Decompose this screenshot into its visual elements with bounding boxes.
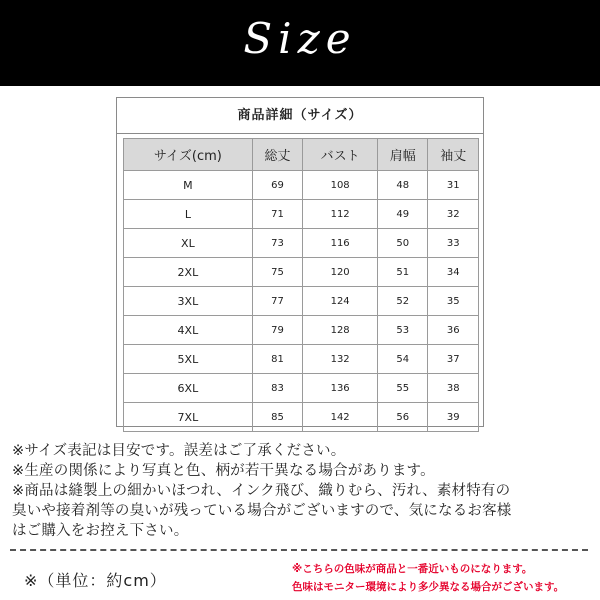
cell-length: 81 <box>252 345 302 374</box>
cell-length: 73 <box>252 229 302 258</box>
notes-block <box>12 441 592 541</box>
cell-size: 7XL <box>124 403 253 432</box>
cell-size: 5XL <box>124 345 253 374</box>
cell-shoulder: 49 <box>378 200 428 229</box>
cell-size: 3XL <box>124 287 253 316</box>
cell-shoulder: 55 <box>378 374 428 403</box>
size-table <box>123 138 479 432</box>
cell-bust: 136 <box>303 374 378 403</box>
cell-bust: 112 <box>303 200 378 229</box>
cell-length: 71 <box>252 200 302 229</box>
cell-shoulder: 48 <box>378 171 428 200</box>
cell-sleeve: 32 <box>428 200 479 229</box>
header-shoulder: 肩幅 <box>378 139 428 171</box>
table-row <box>124 200 479 229</box>
cell-shoulder: 51 <box>378 258 428 287</box>
note-line: 臭いや接着剤等の臭いが残っている場合がございますので、気になるお客様 <box>12 503 512 519</box>
cell-sleeve: 37 <box>428 345 479 374</box>
cell-shoulder: 50 <box>378 229 428 258</box>
cell-shoulder: 52 <box>378 287 428 316</box>
cell-shoulder: 54 <box>378 345 428 374</box>
cell-size: M <box>124 171 253 200</box>
cell-size: 4XL <box>124 316 253 345</box>
cell-length: 69 <box>252 171 302 200</box>
cell-sleeve: 38 <box>428 374 479 403</box>
table-row <box>124 171 479 200</box>
cell-bust: 120 <box>303 258 378 287</box>
cell-bust: 132 <box>303 345 378 374</box>
table-row <box>124 258 479 287</box>
cell-sleeve: 36 <box>428 316 479 345</box>
cell-length: 75 <box>252 258 302 287</box>
cell-shoulder: 53 <box>378 316 428 345</box>
cell-shoulder: 56 <box>378 403 428 432</box>
table-row <box>124 316 479 345</box>
cell-length: 79 <box>252 316 302 345</box>
cell-sleeve: 39 <box>428 403 479 432</box>
cell-bust: 108 <box>303 171 378 200</box>
cell-bust: 124 <box>303 287 378 316</box>
dashed-divider <box>10 549 588 551</box>
header-length: 総丈 <box>252 139 302 171</box>
cell-size: 6XL <box>124 374 253 403</box>
cell-size: XL <box>124 229 253 258</box>
cell-size: 2XL <box>124 258 253 287</box>
note-line: ※サイズ表記は目安です。誤差はご了承ください。 <box>12 443 346 459</box>
header-size: サイズ(cm) <box>124 139 253 171</box>
cell-sleeve: 31 <box>428 171 479 200</box>
color-note-1: ※こちらの色味が商品と一番近いものになります。 <box>292 563 533 575</box>
size-table-panel <box>116 97 484 427</box>
header-sleeve: 袖丈 <box>428 139 479 171</box>
note-line: ※商品は縫製上の細かいほつれ、インク飛び、織りむら、汚れ、素材特有の <box>12 483 511 499</box>
table-row <box>124 287 479 316</box>
cell-length: 85 <box>252 403 302 432</box>
color-notes <box>292 560 592 596</box>
size-banner <box>0 0 600 86</box>
note-line: はご購入をお控え下さい。 <box>12 523 189 539</box>
table-row <box>124 403 479 432</box>
cell-bust: 142 <box>303 403 378 432</box>
table-row <box>124 345 479 374</box>
cell-sleeve: 35 <box>428 287 479 316</box>
cell-sleeve: 33 <box>428 229 479 258</box>
table-title: 商品詳細（サイズ） <box>117 98 483 134</box>
cell-length: 83 <box>252 374 302 403</box>
cell-bust: 128 <box>303 316 378 345</box>
table-row <box>124 374 479 403</box>
header-bust: バスト <box>303 139 378 171</box>
color-note-2: 色味はモニター環境により多少異なる場合がございます。 <box>292 581 565 593</box>
table-row <box>124 229 479 258</box>
table-header-row <box>124 139 479 171</box>
cell-length: 77 <box>252 287 302 316</box>
banner-title: Size <box>243 14 357 63</box>
cell-size: L <box>124 200 253 229</box>
cell-sleeve: 34 <box>428 258 479 287</box>
unit-label: ※（単位：約cm） <box>24 571 167 590</box>
cell-bust: 116 <box>303 229 378 258</box>
note-line: ※生産の関係により写真と色、柄が若干異なる場合があります。 <box>12 463 435 479</box>
